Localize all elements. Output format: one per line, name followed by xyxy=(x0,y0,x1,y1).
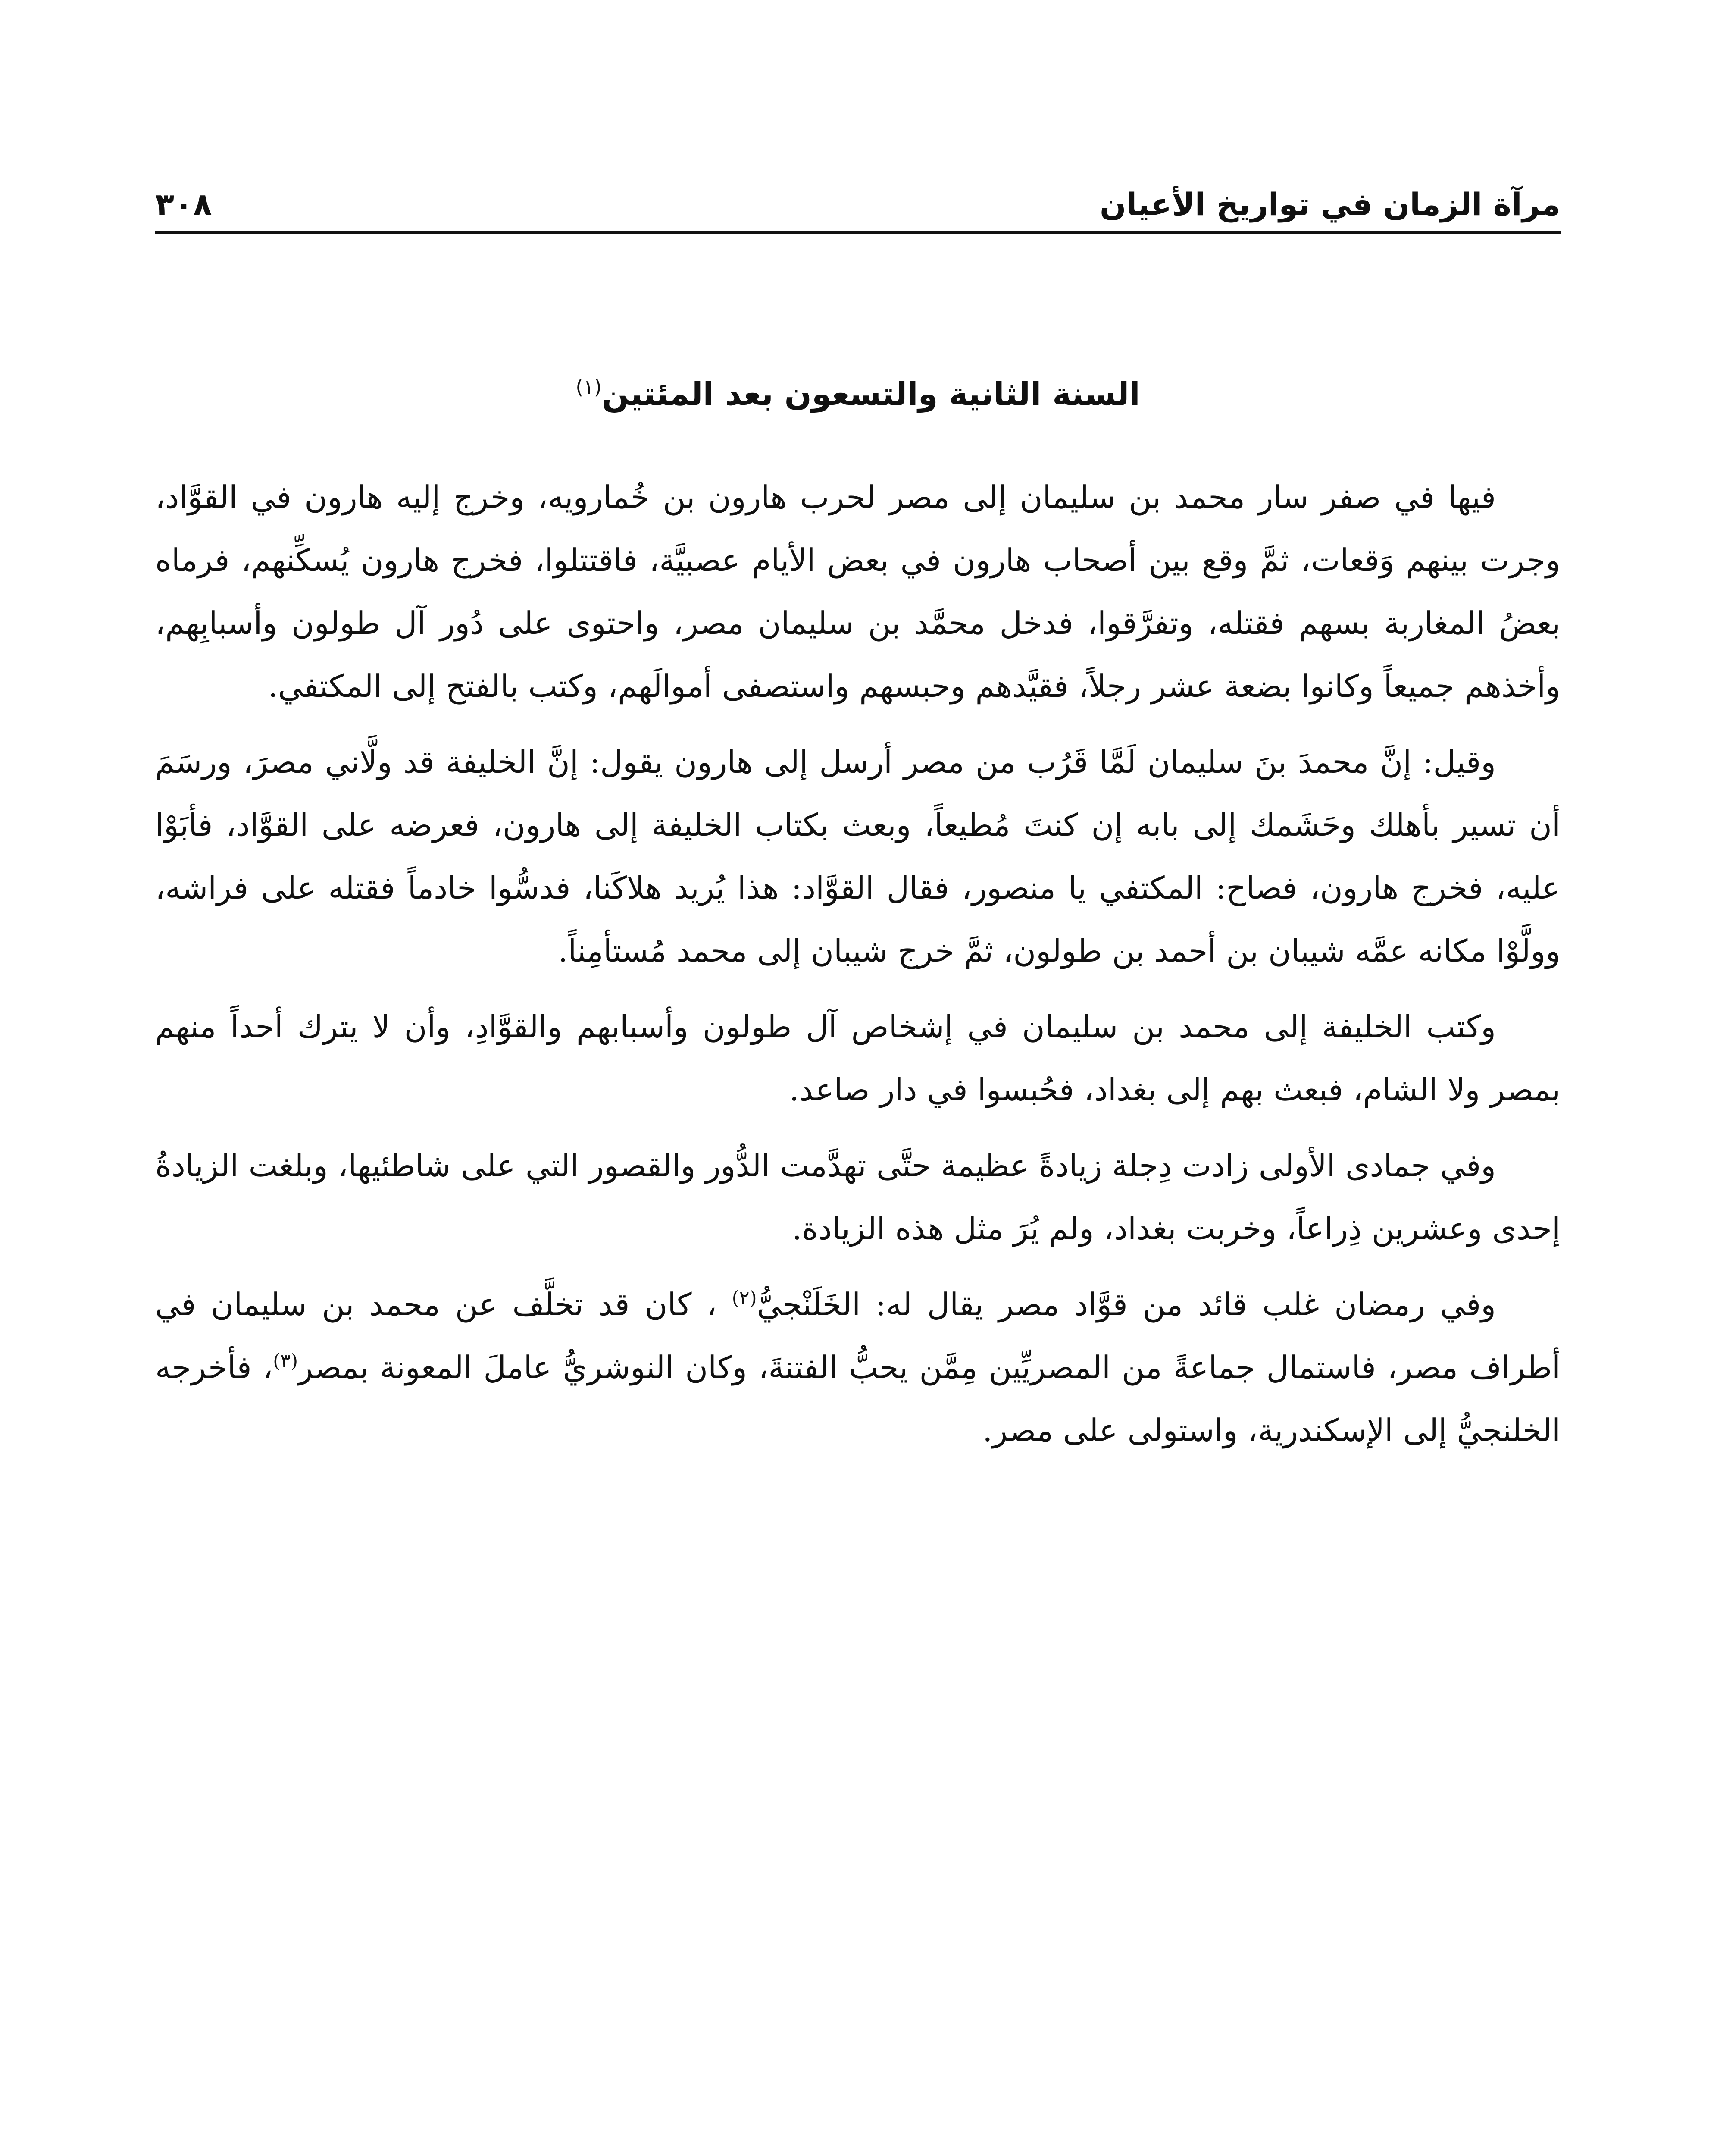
book-page xyxy=(155,129,1561,2156)
paragraph: فيها في صفر سار محمد بن سليمان إلى مصر لحرب هارون بن خُمارويه، وخرج إليه هارون في القوَّاد، وجرت بينهم وَقعات، ثمَّ وقع بين أصحاب هارون في بعض الأيام عصبيَّة، فاقتتلوا، فخرج هارون يُسكِّنهم، فرماه بعضُ المغاربة بسهم فقتله، وتفرَّقوا، فدخل محمَّد بن سليمان مصر، واحتوى على دُور آل طولون وأسبابِهم، وأخذهم جميعاً وكانوا بضعة عشر رجلاً، فقيَّدهم وحبسهم واستصفى أموالَهم، وكتب بالفتح إلى المكتفي. xyxy=(155,479,1561,704)
paragraph: وفي جمادى الأولى زادت دِجلة زيادةً عظيمة حتَّى تهدَّمت الدُّور والقصور التي على شاطئيها، وبلغت الزيادةُ إحدى وعشرين ذِراعاً، وخربت بغداد، ولم يُرَ مثل هذه الزيادة. xyxy=(155,1147,1561,1247)
paragraph-text: ، فأخرجه الخلنجيُّ إلى الإسكندرية، واستولى على مصر. xyxy=(155,1349,1561,1448)
section-heading-text: السنة الثانية والتسعون بعد المئتين xyxy=(601,376,1140,413)
section-heading xyxy=(155,375,1561,414)
page-number: ٣٠٨ xyxy=(155,186,212,222)
footnote-ref: (٣) xyxy=(273,1350,298,1372)
paragraph-text: ، كان قد تخلَّف عن محمد بن سليمان في أطراف مصر، فاستمال جماعةً من المصريِّين مِمَّن يحبُّ الفتنةَ، وكان النوشريُّ عاملَ المعونة بمصر xyxy=(155,1286,1561,1385)
paragraph: وكتب الخليفة إلى محمد بن سليمان في إشخاص آل طولون وأسبابهم والقوَّادِ، وأن لا يترك أحداً منهم بمصر ولا الشام، فبعث بهم إلى بغداد، فحُبسوا في دار صاعد. xyxy=(155,1009,1561,1108)
paragraph-text: وفي رمضان غلب قائد من قوَّاد مصر يقال له: الخَلَنْجيُّ xyxy=(757,1286,1496,1322)
header-divider xyxy=(155,231,1561,234)
paragraph: وقيل: إنَّ محمدَ بنَ سليمان لَمَّا قَرُب من مصر أرسل إلى هارون يقول: إنَّ الخليفة قد ولَّاني مصرَ، ورسَمَ أن تسير بأهلك وحَشَمك إلى بابه إن كنتَ مُطيعاً، وبعث بكتاب الخليفة إلى هارون، فعرضه على القوَّاد، فأبَوْا عليه، فخرج هارون، فصاح: المكتفي يا منصور، فقال القوَّاد: هذا يُريد هلاكَنا، فدسُّوا خادماً فقتله على فراشه، وولَّوْا مكانه عمَّه شيبان بن أحمد بن طولون، ثمَّ خرج شيبان إلى محمد مُستأمِناً. xyxy=(155,744,1561,969)
book-title: مرآة الزمان في تواريخ الأعيان xyxy=(1100,186,1561,222)
running-header xyxy=(155,155,1561,220)
section-heading-footnote-ref: (١) xyxy=(575,375,602,399)
main-text xyxy=(155,466,1561,1475)
paragraph xyxy=(155,1273,1561,1462)
footnote-ref: (٢) xyxy=(732,1287,757,1309)
